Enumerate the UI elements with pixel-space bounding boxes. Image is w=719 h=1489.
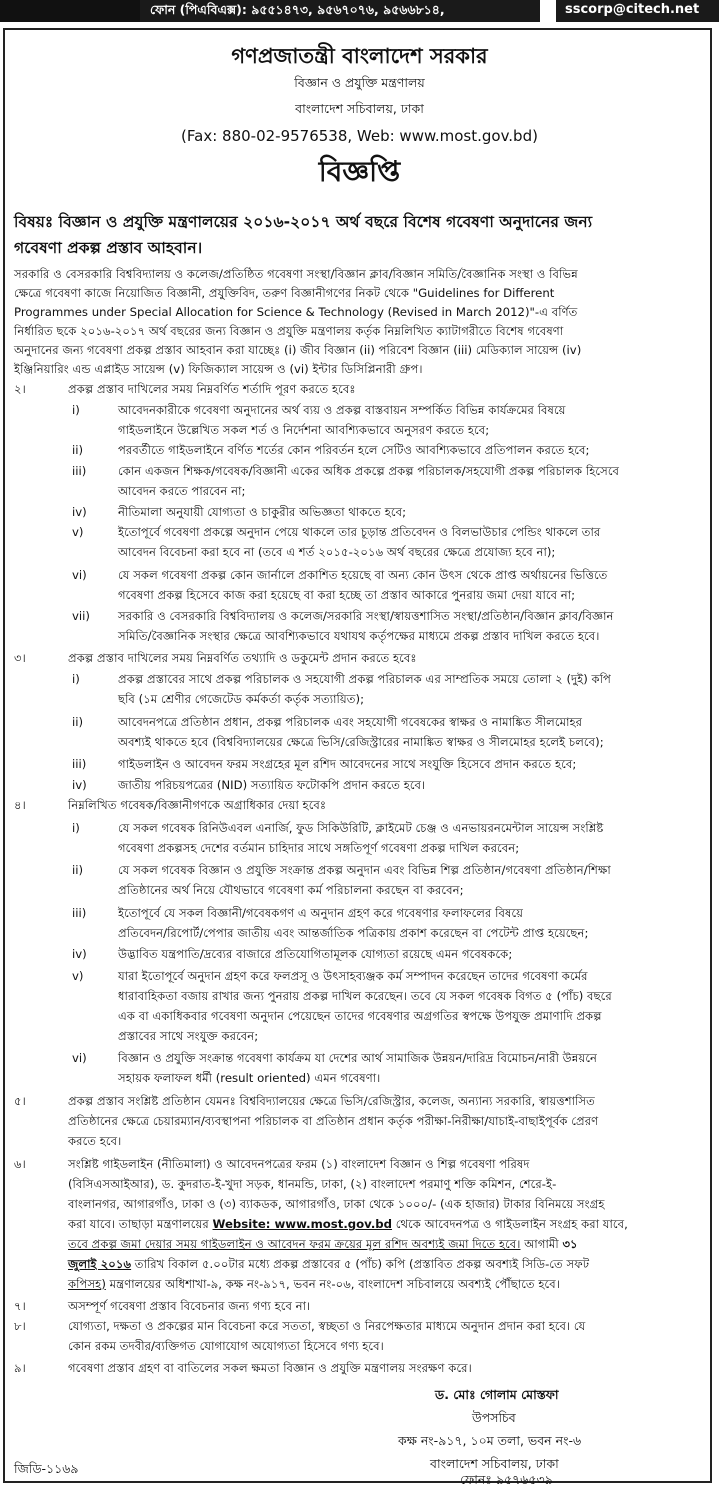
item-line: ইতোপূর্বে গবেষণা প্রকল্পে অনুদান পেয়ে থাকলে তার চূড়ান্ত প্রতিবেদন ও বিলভাউচার পেন্ডিং থাকলে তার [118, 525, 601, 539]
section-line [68, 1256, 589, 1272]
item-line: সহায়ক ফলাফল ধর্মী (result oriented) এমন গবেষণা। [118, 1071, 381, 1085]
receipt-requirement: তবে প্রকল্প জমা দেয়ার সময় গাইডলাইন ও আবেদন ফরম ক্রয়ের মূল রশিদ অবশ্যই জমা দিতে হবে। [68, 1237, 521, 1251]
item-roman: iii) [72, 757, 87, 771]
signatory-name: ড. মোঃ গোলাম মোস্তফা [435, 1387, 559, 1402]
item-line: অবশ্যই থাকতে হবে (বিশ্ববিদ্যালয়ের ক্ষেত্রে ভিসি/রেজিস্ট্রারের নামাঙ্কিত স্বাক্ষর ও সীলমোহর হলেই চলবে); [118, 735, 604, 749]
item-roman: iv) [72, 778, 87, 792]
subject-line: গবেষণা প্রকল্প প্রস্তাব আহবান। [14, 239, 203, 257]
topbar-phone: ফোন (পিএবিএক্স): ৯৫৫১৪৭৩, ৯৫৬৭০৭৬, ৯৫৬৬৮১৪, [150, 2, 445, 17]
item-roman: iii) [72, 906, 87, 920]
section-number: ৬। [14, 1157, 26, 1171]
item-line: গবেষণা প্রকল্পসহ দেশের বর্তমান চাহিদার সাথে সঙ্গতিপূর্ণ গবেষণা প্রকল্প দাখিল করবেন; [118, 841, 520, 855]
item-line: প্রতিবেদন/রিপোর্ট/পেপার জাতীয় এবং আন্তর্জাতিক পত্রিকায় প্রকাশ করেছেন বা পেটেন্ট প্রাপ্ত হয়েছেন; [118, 926, 589, 940]
item-line: গাইডলাইন ও আবেদন ফরম সংগ্রহের মূল রশিদ আবেদনের সাথে সংযুক্তি হিসেবে প্রদান করতে হবে; [118, 757, 577, 771]
item-roman: iii) [72, 464, 87, 478]
ministry-name: বিজ্ঞান ও প্রযুক্তি মন্ত্রণালয় [294, 75, 425, 90]
section-line [68, 1276, 560, 1292]
gd-number: জিডি-১১৬৯ [14, 1461, 79, 1476]
topbar-email: sscorp@citech.net [565, 2, 700, 17]
deadline-month: জুলাই ২০১৬ [68, 1257, 132, 1271]
item-line: ছবি (১ম শ্রেণীর গেজেটেড কর্মকর্তা কর্তৃক সত্যায়িত); [118, 692, 365, 706]
item-line: গাইডলাইনে উল্লেখিত সকল শর্ত ও নির্দেশনা আবশ্যিকভাবে অনুসরণ করতে হবে; [118, 423, 490, 437]
section-line: কোন রকম তদবীর/ব্যক্তিগত যোগাযোগ অযোগ্যতা হিসেবে গণ্য হবে। [68, 1339, 384, 1353]
section-line: প্রতিষ্ঠানের ক্ষেত্রে চেয়ারম্যান/ব্যবস্থাপনা পরিচালক বা প্রতিষ্ঠান প্রধান কর্তৃক পরীক্ষা-নিরীক্ষা/যাচাই-বাছাইপূর্বক প্রেরণ [68, 1114, 599, 1128]
subject-line: বিষয়ঃ বিজ্ঞান ও প্রযুক্তি মন্ত্রণালয়ের ২০১৬-২০১৭ অর্থ বছরে বিশেষ গবেষণা অনুদানের জন্য [14, 213, 593, 231]
item-line: প্রকল্প প্রস্তাবের সাথে প্রকল্প পরিচালক ও সহযোগী প্রকল্প পরিচালক এর সাম্প্রতিক সময়ে তোলা ২ (দুই) কপি [118, 672, 611, 686]
item-roman: i) [72, 403, 80, 417]
item-roman: ii) [72, 863, 84, 877]
signatory-office: বাংলাদেশ সচিবালয়, ঢাকা [430, 1456, 559, 1471]
signatory-room: কক্ষ নং-৯১৭, ১০ম তলা, ভবন নং-৬ [398, 1433, 582, 1448]
item-roman: iv) [72, 947, 87, 961]
section-heading: প্রকল্প প্রস্তাব দাখিলের সময় নিম্নবর্ণিত তথ্যাদি ও ডকুমেন্ট প্রদান করতে হবেঃ [68, 651, 417, 665]
section-line: গবেষণা প্রস্তাব গ্রহণ বা বাতিলের সকল ক্ষমতা বিজ্ঞান ও প্রযুক্তি মন্ত্রণালয় সংরক্ষণ করে। [68, 1361, 472, 1375]
text-segment: করা যাবে। তাছাড়া মন্ত্রণালয়ের [68, 1217, 213, 1231]
item-roman: iv) [72, 505, 87, 519]
item-line: বিজ্ঞান ও প্রযুক্তি সংক্রান্ত গবেষণা কার্যক্রম যা দেশের আর্থ সামাজিক উন্নয়ন/দারিদ্র বিমোচন/নারী উন্নয়নে [118, 1051, 597, 1065]
item-line: যে সকল গবেষণা প্রকল্প কোন জার্নালে প্রকাশিত হয়েছে বা অন্য কোন উৎস থেকে প্রাপ্ত অর্থায়নের ভিত্তিতে [118, 568, 608, 582]
item-roman: i) [72, 672, 80, 686]
section-line: (বিসিএসআইআর), ড. কুদরাত-ই-খুদা সড়ক, ধানমন্ডি, ঢাকা, (২) বাংলাদেশ পরমাণু শক্তি কমিশন, শেরে-ই- [68, 1177, 557, 1191]
newspaper-topbar [0, 0, 719, 22]
website-link[interactable]: Website: www.most.gov.bd [212, 1217, 393, 1231]
item-roman: i) [72, 821, 80, 835]
section-number: ৯। [14, 1361, 26, 1375]
signatory-designation: উপসচিব [472, 1410, 516, 1425]
text-segment: আগামী [520, 1237, 563, 1251]
item-line: আবেদন বিবেচনা করা হবে না (তবে এ শর্ত ২০১৫-২০১৬ অর্থ বছরের ক্ষেত্রে প্রযোজ্য হবে না); [118, 545, 556, 559]
ministry-address: বাংলাদেশ সচিবালয়, ঢাকা [295, 101, 424, 116]
item-line: আবেদনকারীকে গবেষণা অনুদানের অর্থ ব্যয় ও প্রকল্প বাস্তবায়ন সম্পর্কিত বিভিন্ন কার্যক্রমের বিষয়ে [118, 403, 566, 417]
subject [14, 209, 706, 261]
item-roman: v) [72, 969, 84, 983]
section-number: ৮। [14, 1319, 26, 1333]
section-number: ৭। [14, 1299, 26, 1313]
item-roman: ii) [72, 443, 84, 457]
intro-line: ইঞ্জিনিয়ারিং এন্ড এপ্লাইড সায়েন্স (v) ফিজিক্যাল সায়েন্স ও (vi) ইন্টার ডিসিপ্লিনারী গ্রুপ। [14, 362, 423, 376]
section-line: যোগ্যতা, দক্ষতা ও প্রকল্পের মান বিবেচনা করে সততা, স্বচ্ছতা ও নিরপেক্ষতার মাধ্যমে অনুদান প্রদান করা হবে। যে [68, 1319, 586, 1333]
item-line: ধারাবাহিকতা বজায় রাখার জন্য পুনরায় প্রকল্প দাখিল করেছেন। তবে যে সকল গবেষক বিগত ৫ (পাঁচ) বছরে [118, 989, 612, 1003]
section-line: বাংলানগর, আগারগাঁও, ঢাকা ও (৩) ব্যাকডক, আগারগাঁও, ঢাকা থেকে ১০০০/- (এক হাজার) টাকার বিনিময়ে সংগ্রহ [68, 1197, 605, 1211]
item-line: পরবর্তীতে গাইডলাইনে বর্ণিত শর্তের কোন পরিবর্তন হলে সেটিও আবশ্যিকভাবে প্রতিপালন করতে হবে; [118, 443, 590, 457]
item-line: উদ্ভাবিত যন্ত্রপাতি/দ্রব্যের বাজারে প্রতিযোগিতামূলক যোগ্যতা রয়েছে এমন গবেষককে; [118, 947, 513, 961]
government-title: গণপ্রজাতন্ত্রী বাংলাদেশ সরকার [231, 44, 488, 68]
item-line: আবেদনপত্রে প্রতিষ্ঠান প্রধান, প্রকল্প পরিচালক এবং সহযোগী গবেষকের স্বাক্ষর ও নামাঙ্কিত সীলমোহর [118, 715, 583, 729]
item-roman: vi) [72, 568, 87, 582]
item-line: আবেদন করতে পারবেন না; [118, 484, 246, 498]
topbar-logo-block [0, 0, 140, 22]
softcopy-note: কপিসহ) [68, 1277, 106, 1291]
item-line: যে সকল গবেষক রিনিউএবল এনার্জি, ফুড সিকিউরিটি, ক্লাইমেট চেঞ্জ ও এনভায়রনমেন্টাল সায়েন্স সংশ্লিষ্ট [118, 821, 604, 835]
signatory-phone: ফোনঃ ৯৫৭৬৫৩৯ [460, 1472, 553, 1487]
section-number: ৪। [14, 798, 26, 812]
section-line [68, 1236, 578, 1252]
section-line: করতে হবে। [68, 1134, 122, 1148]
contact-line: (Fax: 880-02-9576538, Web: www.most.gov.bd) [181, 127, 538, 145]
section-line: সংশ্লিষ্ট গাইডলাইন (নীতিমালা) ও আবেদনপত্রের ফরম (১) বাংলাদেশ বিজ্ঞান ও শিল্প গবেষণা পরিষদ [68, 1157, 530, 1171]
item-line: ইতোপূর্বে যে সকল বিজ্ঞানী/গবেষকগণ এ অনুদান গ্রহণ করে গবেষণার ফলাফলের বিষয়ে [118, 906, 524, 920]
item-line: প্রতিষ্ঠানের অর্থ নিয়ে যৌথভাবে গবেষণা কর্ম পরিচালনা করছেন বা করবেন; [118, 883, 464, 897]
section-line: প্রকল্প প্রস্তাব সংশ্লিষ্ট প্রতিষ্ঠান যেমনঃ বিশ্ববিদ্যালয়ের ক্ষেত্রে ভিসি/রেজিস্ট্রার, কলেজ, অন্যান্য সরকারি, স্বায়ত্তশাসিত [68, 1094, 595, 1108]
section-number: ৩। [14, 651, 26, 665]
section-line [68, 1216, 628, 1232]
section-number: ৫। [14, 1094, 26, 1108]
text-segment: মন্ত্রণালয়ের অধিশাখা-৯, কক্ষ নং-৯১৭, ভবন নং-০৬, বাংলাদেশ সচিবালয়ে অবশ্যই পৌঁছাতে হবে। [105, 1277, 560, 1291]
deadline-day: ৩১ [562, 1237, 578, 1251]
section-heading: নিম্নলিখিত গবেষক/বিজ্ঞানীগণকে অগ্রাধিকার দেয়া হবেঃ [68, 798, 327, 812]
intro-line: Programmes under Special Allocation for Science & Technology (Revised in March 2012)"-এ বর্ণিত [14, 305, 578, 319]
item-roman: v) [72, 525, 84, 539]
item-line: যারা ইতোপূর্বে অনুদান গ্রহণ করে ফলপ্রসূ ও উৎসাহব্যঞ্জক কর্ম সম্পাদন করেছেন তাদের গবেষণা কর্মের [118, 969, 588, 983]
item-line: প্রস্তাবের সাথে সংযুক্ত করবেন; [118, 1029, 259, 1043]
item-line: যে সকল গবেষক বিজ্ঞান ও প্রযুক্তি সংক্রান্ত প্রকল্প অনুদান এবং বিভিন্ন শিল্প প্রতিষ্ঠান/গবেষণা প্রতিষ্ঠান/শিক্ষা [118, 863, 611, 877]
intro-line: নির্ধারিত ছকে ২০১৬-২০১৭ অর্থ বছরের জন্য বিজ্ঞান ও প্রযুক্তি মন্ত্রণালয় কর্তৃক নিম্নলিখিত ক্যাটাগরীতে বিশেষ গবেষণা [14, 324, 564, 338]
item-roman: ii) [72, 715, 84, 729]
item-line: জাতীয় পরিচয়পত্রের (NID) সত্যায়িত ফটোকপি প্রদান করতে হবে। [118, 778, 426, 792]
item-roman: vi) [72, 1051, 87, 1065]
intro-line: অনুদানের জন্য গবেষণা প্রকল্প প্রস্তাব আহবান করা যাচ্ছেঃ (i) জীব বিজ্ঞান (ii) পরিবেশ বিজ্ঞান (iii) মেডিক্যাল সায়েন্স (iv) [14, 343, 582, 357]
item-line: কোন একজন শিক্ষক/গবেষক/বিজ্ঞানী একের অধিক প্রকল্পে প্রকল্প পরিচালক/সহযোগী প্রকল্প পরিচালক হিসেবে [118, 464, 620, 478]
section-number: ২। [14, 382, 26, 396]
item-line: নীতিমালা অনুযায়ী যোগ্যতা ও চাকুরীর অভিজ্ঞতা থাকতে হবে; [118, 505, 407, 519]
item-line: গবেষণা প্রকল্প হিসেবে কাজ করা হয়েছে বা করা হচ্ছে তা প্রস্তাব আকারে পুনরায় জমা দেয়া যাবে না; [118, 588, 576, 602]
item-line: এক বা একাধিকবার গবেষণা অনুদান পেয়েছেন তাদের গবেষণার অগ্রগতির স্বপক্ষে উপযুক্ত প্রমাণাদি প্রকল্প [118, 1009, 602, 1023]
item-line: সমিতি/বৈজ্ঞানিক সংস্থার ক্ষেত্রে আবশ্যিকভাবে যথাযথ কর্তৃপক্ষের মাধ্যমে প্রকল্প প্রস্তাব দাখিল করতে হবে। [118, 629, 600, 643]
item-roman: vii) [72, 609, 90, 623]
item-line: সরকারি ও বেসরকারি বিশ্ববিদ্যালয় ও কলেজ/সরকারি সংস্থা/স্বায়ত্তশাসিত সংস্থা/প্রতিষ্ঠান/বিজ্ঞান ক্লাব/বিজ্ঞান [118, 609, 614, 623]
intro-line: ক্ষেত্রে গবেষণা কাজে নিয়োজিত বিজ্ঞানী, প্রযুক্তিবিদ, তরুণ বিজ্ঞানীগণের নিকট থেকে "Guidelines for Different [14, 286, 555, 300]
text-segment: তারিখ বিকাল ৫.০০টার মধ্যে প্রকল্প প্রস্তাবের ৫ (পাঁচ) কপি (প্রস্তাবিত প্রকল্প অবশ্যই সিডি-তে সফট [131, 1257, 590, 1271]
intro-line: সরকারি ও বেসরকারি বিশ্ববিদ্যালয় ও কলেজ/প্রতিষ্ঠিত গবেষণা সংস্থা/বিজ্ঞান ক্লাব/বিজ্ঞান সমিতি/বৈজ্ঞানিক সংস্থা ও বিভিন্ন [14, 267, 578, 281]
section-line: অসম্পূর্ণ গবেষণা প্রস্তাব বিবেচনার জন্য গণ্য হবে না। [68, 1299, 311, 1313]
notice-title: বিজ্ঞপ্তি [318, 155, 401, 188]
section-heading: প্রকল্প প্রস্তাব দাখিলের সময় নিম্নবর্ণিত শর্তাদি পূরণ করতে হবেঃ [68, 382, 356, 396]
text-segment: থেকে আবেদনপত্র ও গাইডলাইন সংগ্রহ করা যাবে, [392, 1217, 628, 1231]
